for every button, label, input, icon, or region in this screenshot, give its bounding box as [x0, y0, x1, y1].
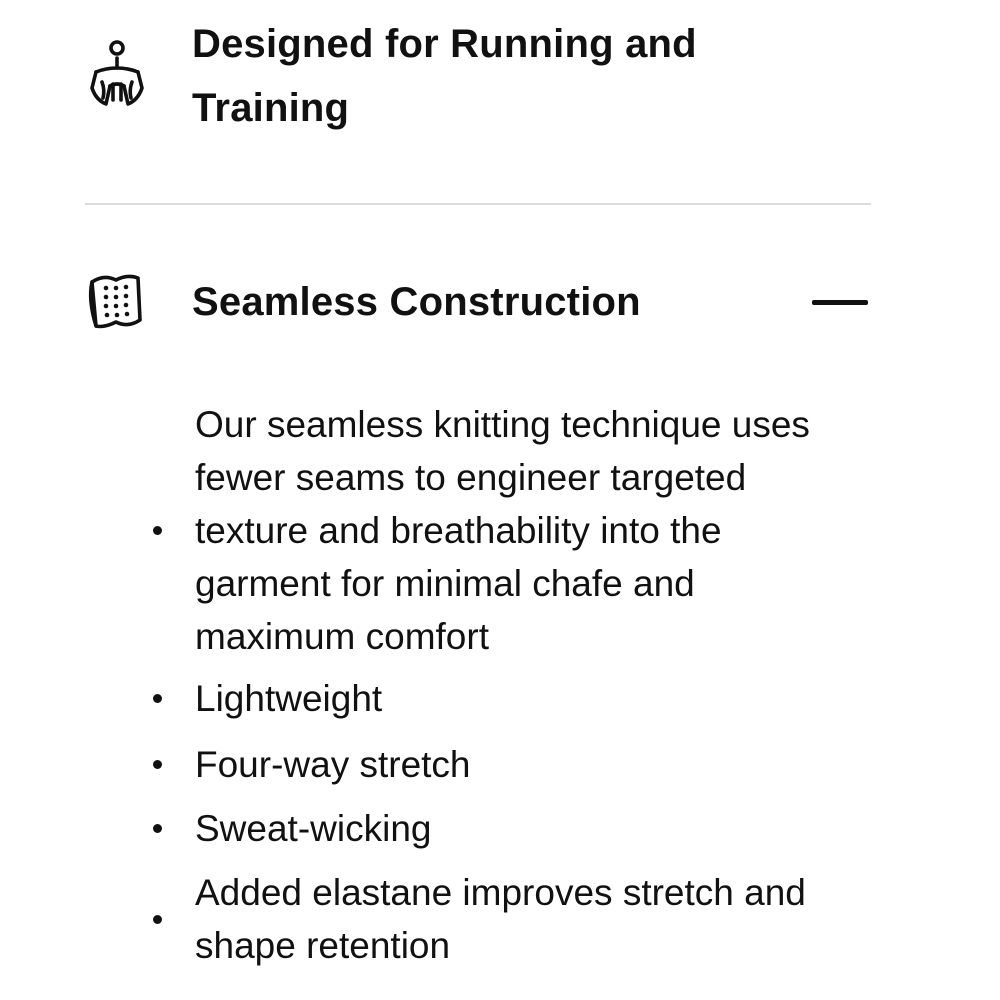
list-item — [150, 398, 850, 663]
section-heading: Designed for Running and Training — [192, 22, 697, 130]
bullet-text: Our seamless knitting technique uses fewer seams to engineer targeted texture and breathability into the garment for minimal chafe and maximum comfort — [195, 404, 810, 657]
section-divider — [85, 203, 871, 205]
person-running-icon — [86, 38, 146, 112]
collapse-toggle-button[interactable] — [800, 280, 880, 324]
list-item — [150, 672, 850, 725]
list-item — [150, 802, 850, 855]
list-item — [150, 738, 850, 791]
bullet-dot — [150, 694, 164, 703]
bullet-dot — [150, 915, 164, 924]
bullet-text: Lightweight — [195, 678, 383, 719]
bullet-text: Sweat-wicking — [195, 808, 432, 849]
bullet-text: Four-way stretch — [195, 744, 471, 785]
bullet-dot — [150, 824, 164, 833]
bullet-text: Added elastane improves stretch and shape retention — [195, 872, 806, 966]
minus-collapse-icon — [812, 300, 868, 305]
list-item — [150, 866, 850, 972]
seamless-fabric-icon — [86, 270, 146, 334]
feature-running-and-training — [0, 0, 1000, 170]
section-heading: Seamless Construction — [192, 280, 641, 324]
bullet-dot — [150, 526, 164, 535]
feature-seamless-construction — [0, 230, 1000, 1000]
bullet-dot — [150, 760, 164, 769]
